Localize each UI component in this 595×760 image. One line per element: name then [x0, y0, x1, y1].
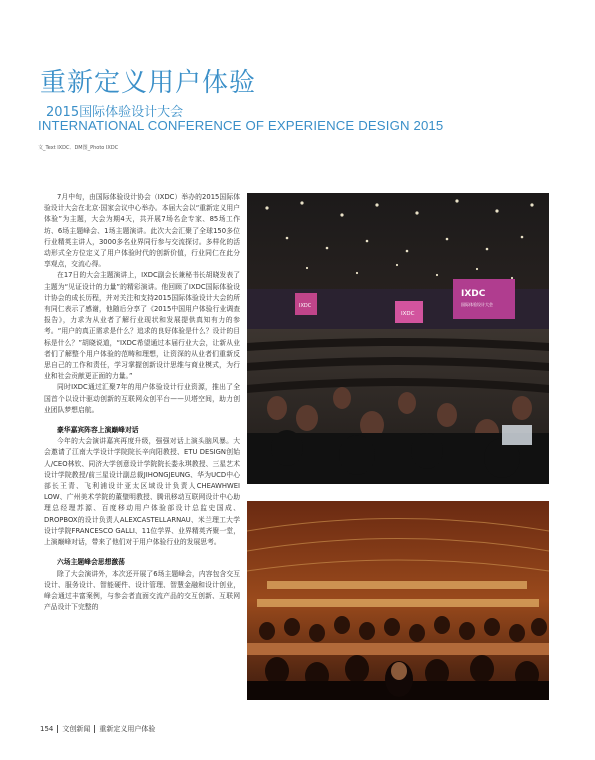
- photo-credit: 文_Text IXDC．DM图_Photo IXDC: [38, 145, 119, 151]
- svg-text:IXDC: IXDC: [299, 303, 312, 309]
- footer-section: 文创新闻: [62, 725, 91, 733]
- page-footer: [40, 724, 155, 734]
- paragraph-platform: 同时IXDC通过汇聚7年的用户体验设计行业资源，推出了全国首个以设计驱动创新的互联网众创平台——贝塔空间，助力创业团队梦想启航。: [44, 383, 240, 414]
- svg-text:国际体验设计大会: 国际体验设计大会: [461, 302, 493, 307]
- paragraph-speakers: 今年的大会演讲嘉宾再度升级，强强对话上演头脑风暴。大会邀请了江南大学设计学院院长辛向阳教授、ETU DESIGN创始人/CEO林钦、同济大学创意设计学院院长娄永琪教授、三星艺术设计学院教授/前三星设计副总裁JIHONGJEUNG、华为UCD中心部长王青、飞利浦设计亚太区域设计负责人CHEAWHWEI LOW、广州美术学院的董璧明教授、腾讯移动互联网设计中心助理总经理苏源、百度移动用户体验部设计总监史国成、DROPBOX的设计负责人ALEXCASTELLARNAU、米兰理工大学设计学院FRANCESCO GALLI、11位学界、业界精英齐聚一堂，上演巅峰对话，带来了他们对于用户体验行业的发展思考。: [44, 437, 240, 547]
- svg-text:IXDC: IXDC: [401, 311, 415, 317]
- paragraph-intro: 7月中旬，由国际体验设计协会（IXDC）举办的2015国际体验设计大会在北京·国家会议中心举办。本届大会以“重新定义用户体验”为主题，大会为期4天，共开展7场名企专家、85场工作坊、6场主题峰会、1场主题演讲。此次大会汇聚了全球150多位行业精英主讲人，3000多名业界同行参与交流探讨。多样化的活动形式全方位定义了用户体验时代的创新价值，行业同仁在此分享观点，交流心得。: [44, 193, 240, 269]
- footer-article-title: 重新定义用户体验: [99, 725, 156, 733]
- screen-right: [453, 279, 515, 319]
- subtitle-english: INTERNATIONAL CONFERENCE OF EXPERIENCE DESIGN 2015: [38, 118, 444, 133]
- page-title: 重新定义用户体验: [40, 68, 257, 98]
- page-number: 154: [40, 725, 54, 733]
- paragraph-summits: 除了大会演讲外，本次还开展了6场主题峰会，内容包含交互设计、服务设计、智能硬件、设计管理、智慧金融和设计创业，峰会通过丰富案例，与参会者直面交流产品的交互创新、互联网产品设计下完整的: [44, 569, 240, 612]
- subtitle-chinese: 2015国际体验设计大会: [46, 105, 184, 120]
- section-heading-speakers: 豪华嘉宾阵容上演巅峰对话: [57, 426, 139, 435]
- paragraph-keynote: 在17日的大会主题演讲上，IXDC副会长兼秘书长胡晓发表了主题为“见证设计的力量”的精彩演讲。他回顾了IXDC国际体验设计协会的成长历程，并对关注和支持2015国际体验设计大会的所有同仁表示了感谢，他随后分享了《2015中国用户体验行业调查报告》，力求为从业者了解行业现状和发展提供真知有力的参考。“用户的真正需求是什么？追求的良好体验是什么？设计的目标是什么？”胡晓说道，“IXDC希望通过本届行业大会，让新从业者们了解整个用户体验的范畴和理想，让资深的从业者们重新反思自己的工作和责任，学习掌握创新设计思维与商业模式，为行业和社会贡献更正面的力量。”: [44, 271, 240, 381]
- audience-photo: [247, 501, 549, 700]
- svg-text:IXDC: IXDC: [461, 289, 486, 299]
- footer-divider: [94, 725, 95, 733]
- article-body: [44, 192, 240, 613]
- section-heading-summits: 六场主题峰会思想激荡: [57, 558, 125, 567]
- footer-divider: [57, 725, 58, 733]
- conference-hall-photo: [247, 193, 549, 484]
